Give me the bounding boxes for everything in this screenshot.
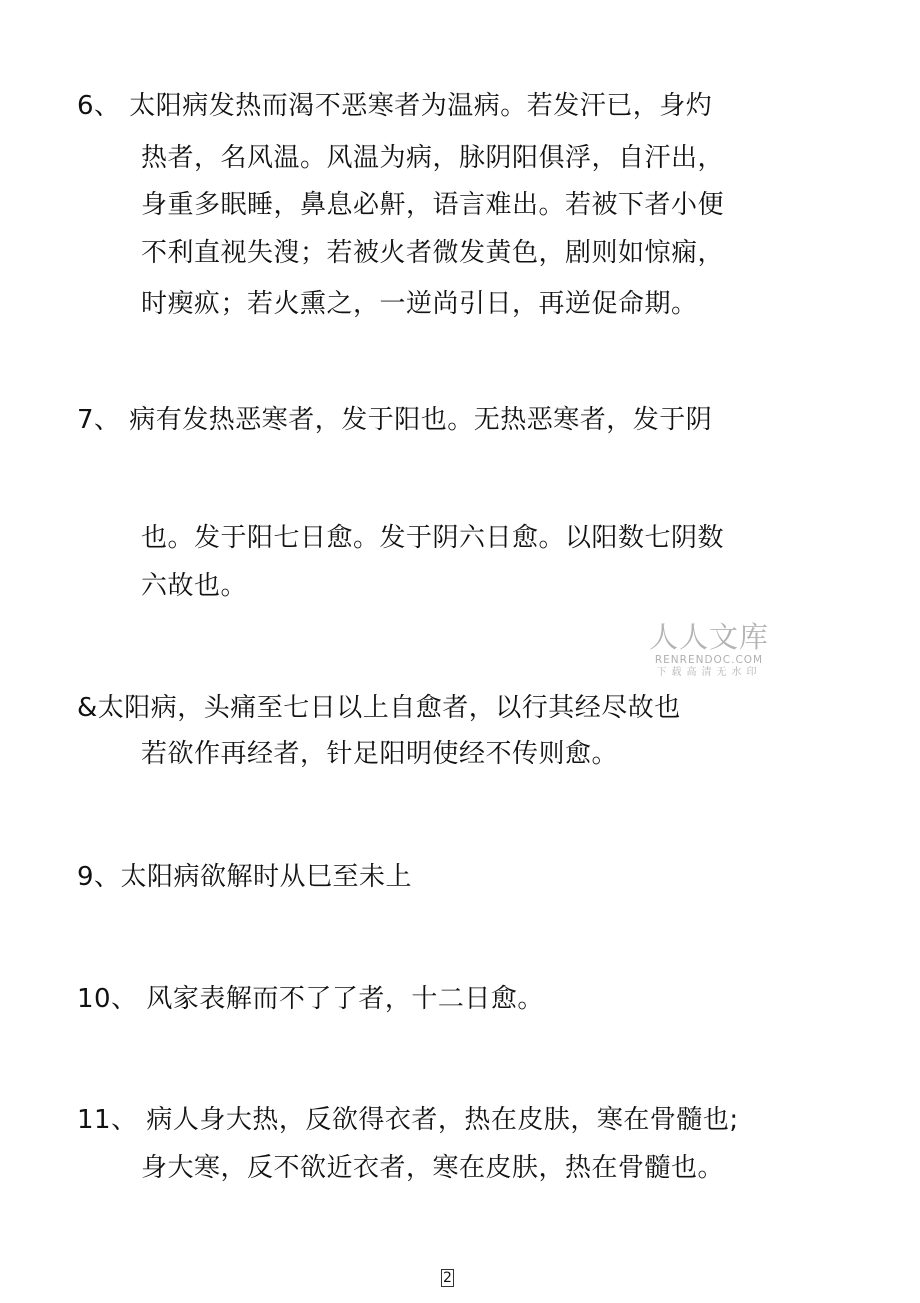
watermark	[646, 620, 772, 679]
text-line: 7、 病有发热恶寒者，发于阳也。无热恶寒者，发于阴	[77, 405, 713, 435]
text-line: 时瘈疭；若火熏之，一逆尚引日，再逆促命期。	[141, 289, 698, 319]
text-line: 身大寒，反不欲近衣者，寒在皮肤，热在骨髓也。	[141, 1153, 725, 1183]
page-number: 2	[443, 1270, 452, 1286]
watermark-slogan: 下载高清无水印	[656, 667, 762, 678]
text-line: 不利直视失溲；若被火者微发黄色，剧则如惊痫，	[141, 238, 725, 268]
text-line: 若欲作再经者，针足阳明使经不传则愈。	[141, 739, 619, 769]
watermark-title: 人人文库	[648, 620, 769, 654]
text-line: 热者，名风温。风温为病，脉阴阳俱浮，自汗出，	[141, 143, 725, 173]
watermark-site: RENRENDOC.COM	[654, 654, 764, 666]
text-line: 10、 风家表解而不了了者，十二日愈。	[77, 984, 544, 1014]
text-line: 6、 太阳病发热而渴不恶寒者为温病。若发汗已，身灼	[77, 91, 713, 121]
text-line: 身重多眠睡，鼻息必鼾，语言难出。若被下者小便	[141, 190, 725, 220]
text-line: &太阳病，头痛至七日以上自愈者，以行其经尽故也	[77, 693, 681, 723]
text-line: 也。发于阳七日愈。发于阴六日愈。以阳数七阴数	[141, 523, 725, 553]
text-line: 11、 病人身大热，反欲得衣者，热在皮肤，寒在骨髓也;	[77, 1105, 739, 1135]
text-line: 9、太阳病欲解时从巳至未上	[77, 862, 413, 892]
text-line: 六故也。	[141, 571, 248, 601]
